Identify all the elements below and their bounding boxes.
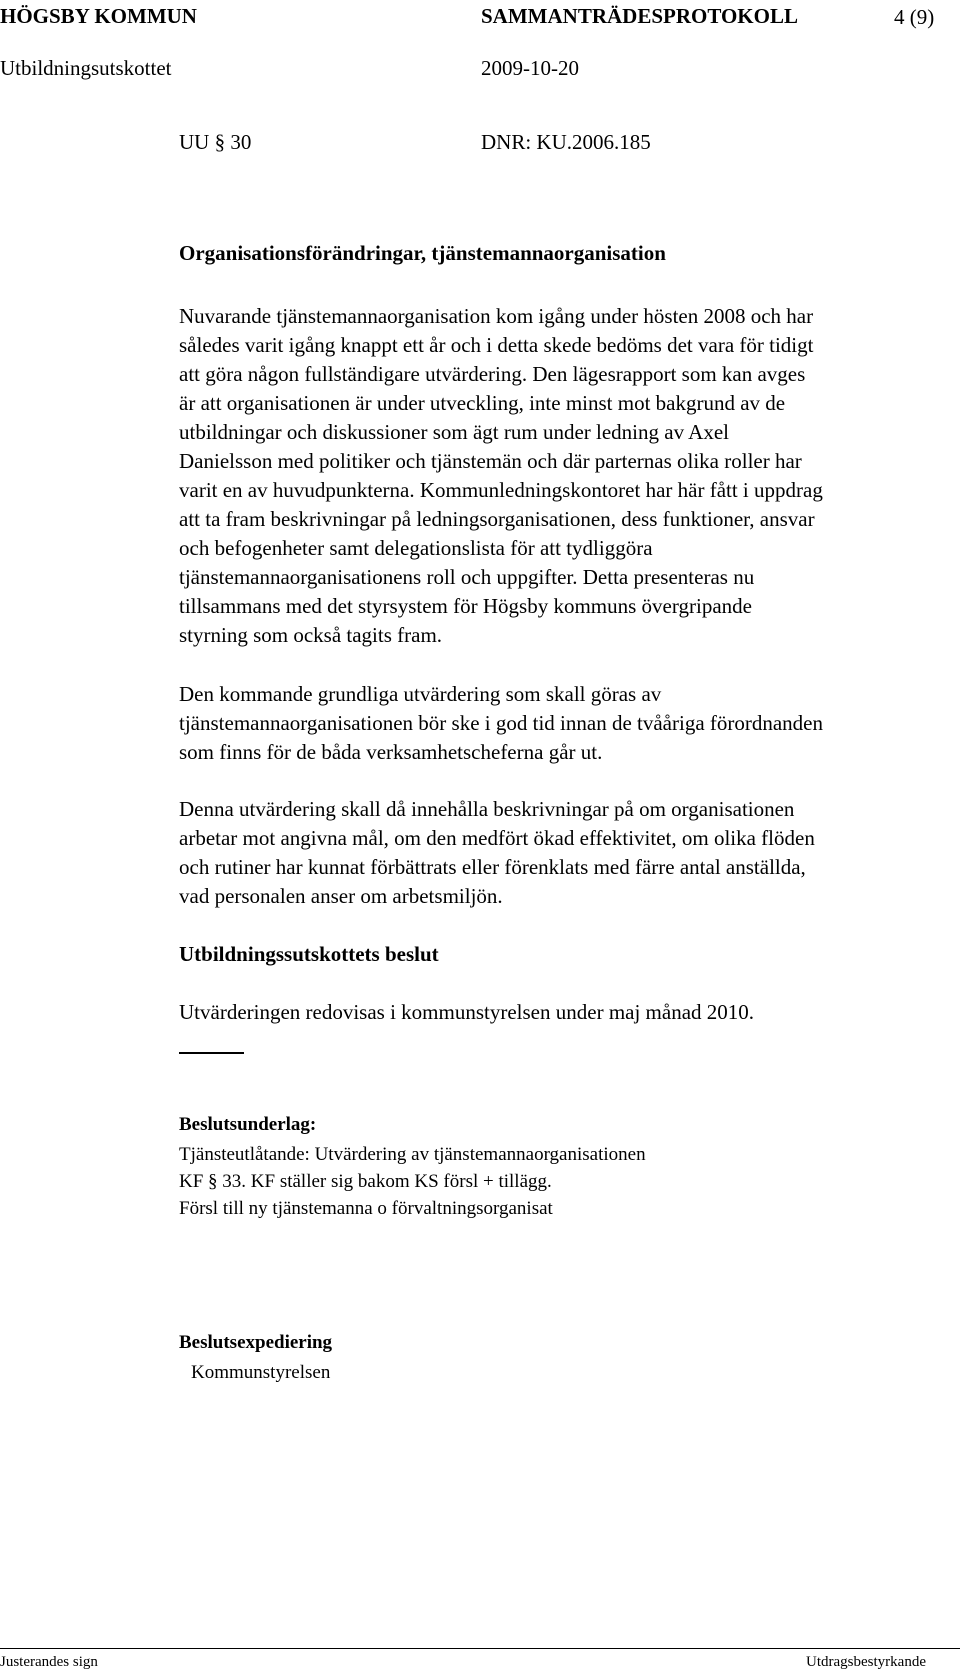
paragraph-line: som finns för de båda verksamhetscheferna går ut.: [179, 740, 603, 764]
separator-line: [179, 1052, 244, 1054]
meeting-date: 2009-10-20: [481, 56, 579, 80]
basis-item: KF § 33. KF ställer sig bakom KS försl + tillägg.: [179, 1171, 552, 1192]
committee-name: Utbildningsutskottet: [0, 56, 172, 80]
paragraph-line: tillsammans med det styrsystem för Högsby kommuns övergripande: [179, 594, 752, 618]
basis-heading: Beslutsunderlag:: [179, 1114, 317, 1135]
footer-left: Justerandes sign: [0, 1654, 98, 1670]
decision-text: Utvärderingen redovisas i kommunstyrelsen under maj månad 2010.: [179, 1000, 755, 1024]
page-number: 4 (9): [894, 5, 935, 29]
paragraph-line: är att organisationen är under utveckling, inte minst mot bakgrund av de: [179, 391, 786, 415]
footer-right: Utdragsbestyrkande: [806, 1654, 926, 1670]
paragraph-line: och befogenheter samt delegationslista för att tydliggöra: [179, 536, 653, 560]
document-type: SAMMANTRÄDESPROTOKOLL: [481, 4, 798, 28]
paragraph-line: Den kommande grundliga utvärdering som skall göras av: [179, 682, 662, 706]
paragraph-line: arbetar mot angivna mål, om den medfört ökad effektivitet, om olika flöden: [179, 826, 815, 850]
paragraph-1: [179, 302, 939, 650]
section-title: Organisationsförändringar, tjänstemannaorganisation: [179, 241, 666, 265]
paragraph-line: att göra någon fullständigare utvärdering. Den lägesrapport som kan avges: [179, 362, 806, 386]
paragraph-3: [179, 795, 939, 911]
paragraph-2: [179, 680, 939, 767]
basis-item: Försl till ny tjänstemanna o förvaltningsorganisat: [179, 1198, 553, 1219]
paragraph-line: således varit igång knappt ett år och i detta skede bedöms det vara för tidigt: [179, 333, 814, 357]
basis-list: [179, 1141, 646, 1222]
paragraph-line: vad personalen anser om arbetsmiljön.: [179, 884, 503, 908]
paragraph-line: styrning som också tagits fram.: [179, 623, 443, 647]
paragraph-line: att ta fram beskrivningar på ledningsorganisationen, dess funktioner, ansvar: [179, 507, 815, 531]
diary-number: DNR: KU.2006.185: [481, 130, 651, 154]
dispatch-recipient: Kommunstyrelsen: [191, 1362, 331, 1383]
decision-heading: Utbildningssutskottets beslut: [179, 942, 439, 966]
paragraph-line: varit en av huvudpunkterna. Kommunledningskontoret har här fått i uppdrag: [179, 478, 823, 502]
paragraph-line: Danielsson med politiker och tjänstemän och där parternas olika roller har: [179, 449, 802, 473]
paragraph-line: Denna utvärdering skall då innehålla beskrivningar på om organisationen: [179, 797, 795, 821]
paragraph-line: och rutiner har kunnat förbättrats eller förenklats med färre antal anställda,: [179, 855, 806, 879]
paragraph-line: tjänstemannaorganisationen bör ske i god tid innan de tvååriga förordnanden: [179, 711, 824, 735]
paragraph-line: Nuvarande tjänstemannaorganisation kom igång under hösten 2008 och har: [179, 304, 814, 328]
basis-item: Tjänsteutlåtande: Utvärdering av tjänstemannaorganisationen: [179, 1144, 646, 1165]
municipality-name: HÖGSBY KOMMUN: [0, 4, 197, 28]
paragraph-line: tjänstemannaorganisationens roll och uppgifter. Detta presenteras nu: [179, 565, 755, 589]
paragraph-number: UU § 30: [179, 130, 252, 154]
dispatch-heading: Beslutsexpediering: [179, 1332, 333, 1353]
paragraph-line: utbildningar och diskussioner som ägt rum under ledning av Axel: [179, 420, 729, 444]
footer-rule: [0, 1648, 960, 1649]
